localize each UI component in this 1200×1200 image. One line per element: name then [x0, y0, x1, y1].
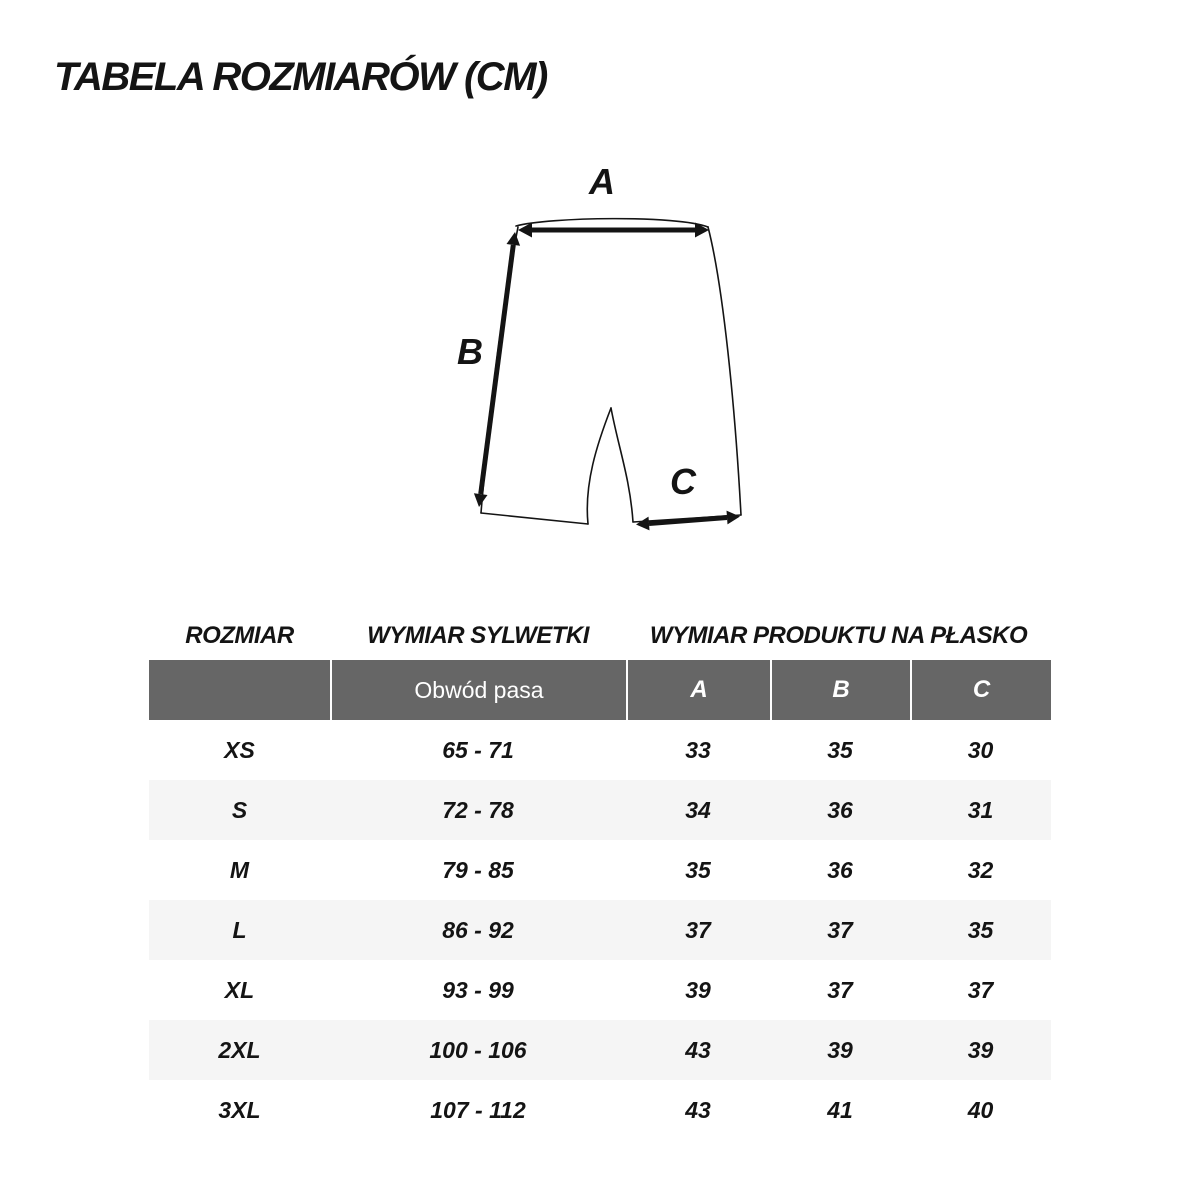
size-label: XL [224, 976, 255, 1003]
table-row-3xl [149, 1080, 1051, 1140]
page-title: TABELA ROZMIARÓW (CM) [54, 55, 547, 99]
size-label: M [229, 856, 250, 883]
group-header-rozmiar: ROZMIAR [185, 622, 294, 649]
c-value: 30 [967, 736, 994, 763]
size-label: 2XL [218, 1036, 261, 1063]
a-value: 34 [685, 796, 711, 823]
waist-value: 65 - 71 [442, 736, 514, 763]
table-row-2xl [149, 1020, 1051, 1080]
group-header-wymiar-produktu: WYMIAR PRODUKTU NA PŁASKO [649, 622, 1028, 649]
b-value: 36 [827, 856, 853, 883]
column-header-size [149, 660, 330, 720]
measure-arrow-a-icon [518, 223, 709, 238]
b-value: 41 [827, 1096, 853, 1123]
a-value: 43 [685, 1096, 711, 1123]
a-value: 39 [685, 976, 711, 1003]
table-row-xs [149, 720, 1051, 780]
table-body [149, 720, 1051, 1140]
c-value: 39 [967, 1036, 994, 1063]
b-value: 37 [827, 976, 853, 1003]
size-label: XS [224, 736, 255, 763]
size-label: 3XL [218, 1096, 261, 1123]
a-value: 33 [685, 736, 711, 763]
column-header-waist: Obwód pasa [330, 660, 626, 720]
a-value: 43 [685, 1036, 711, 1063]
shorts-measurement-diagram [430, 150, 830, 570]
table-header-row [149, 660, 1051, 720]
shorts-outline [481, 219, 741, 524]
diagram-label-c: C [670, 461, 696, 502]
waist-value: 72 - 78 [442, 796, 514, 823]
column-header-c: C [910, 660, 1051, 720]
table-row-l [149, 900, 1051, 960]
size-label: S [231, 796, 248, 823]
b-value: 39 [827, 1036, 853, 1063]
c-value: 37 [967, 976, 994, 1003]
table-group-header-row [149, 612, 1051, 660]
waist-value: 86 - 92 [442, 916, 514, 943]
size-label: L [232, 916, 247, 943]
b-value: 35 [827, 736, 853, 763]
diagram-label-b: B [457, 331, 483, 372]
c-value: 35 [967, 916, 994, 943]
diagram-label-a: A [589, 161, 615, 202]
waist-value: 100 - 106 [429, 1036, 527, 1063]
table-row-s [149, 780, 1051, 840]
size-table [149, 612, 1051, 1140]
column-header-b: B [770, 660, 910, 720]
c-value: 32 [967, 856, 994, 883]
waist-value: 107 - 112 [430, 1096, 526, 1123]
group-header-wymiar-sylwetki: WYMIAR SYLWETKI [367, 622, 589, 649]
table-row-m [149, 840, 1051, 900]
table-row-xl [149, 960, 1051, 1020]
a-value: 35 [685, 856, 711, 883]
waist-value: 93 - 99 [442, 976, 514, 1003]
waist-value: 79 - 85 [442, 856, 514, 883]
c-value: 31 [967, 796, 994, 823]
b-value: 37 [827, 916, 853, 943]
column-header-a: A [626, 660, 770, 720]
a-value: 37 [685, 916, 711, 943]
b-value: 36 [827, 796, 853, 823]
c-value: 40 [967, 1096, 994, 1123]
